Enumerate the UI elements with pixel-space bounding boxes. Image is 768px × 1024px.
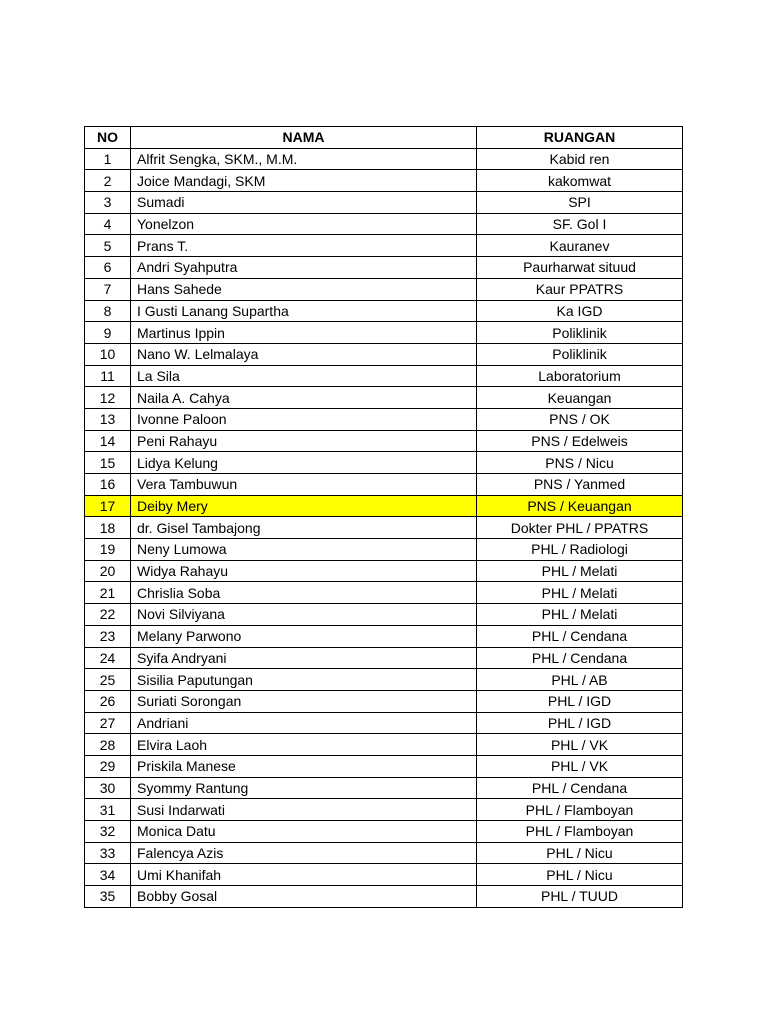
table-row (85, 213, 683, 235)
cell-nama: Melany Parwono (131, 625, 477, 647)
cell-no: 19 (85, 539, 131, 561)
table-row (85, 257, 683, 279)
cell-nama: Yonelzon (131, 213, 477, 235)
document-page (84, 126, 683, 908)
table-row (85, 343, 683, 365)
table-row (85, 886, 683, 908)
table-row (85, 560, 683, 582)
table-body (85, 148, 683, 907)
cell-nama: Susi Indarwati (131, 799, 477, 821)
table-row (85, 777, 683, 799)
cell-no: 17 (85, 495, 131, 517)
cell-no: 35 (85, 886, 131, 908)
table-row (85, 734, 683, 756)
table-row (85, 300, 683, 322)
cell-no: 31 (85, 799, 131, 821)
cell-nama: Sumadi (131, 192, 477, 214)
table-row (85, 278, 683, 300)
table-row (85, 625, 683, 647)
cell-no: 18 (85, 517, 131, 539)
cell-ruangan: PNS / Yanmed (477, 474, 683, 496)
table-row (85, 647, 683, 669)
cell-ruangan: PHL / TUUD (477, 886, 683, 908)
cell-nama: Chrislia Soba (131, 582, 477, 604)
cell-nama: La Sila (131, 365, 477, 387)
cell-no: 30 (85, 777, 131, 799)
cell-ruangan: PHL / Cendana (477, 625, 683, 647)
cell-ruangan: PNS / OK (477, 408, 683, 430)
cell-nama: Priskila Manese (131, 755, 477, 777)
cell-nama: Novi Silviyana (131, 604, 477, 626)
cell-no: 23 (85, 625, 131, 647)
cell-ruangan: Kauranev (477, 235, 683, 257)
table-row (85, 582, 683, 604)
cell-nama: Vera Tambuwun (131, 474, 477, 496)
cell-ruangan: Paurharwat situud (477, 257, 683, 279)
cell-nama: Monica Datu (131, 821, 477, 843)
cell-ruangan: PHL / Melati (477, 582, 683, 604)
cell-nama: Martinus Ippin (131, 322, 477, 344)
table-row (85, 192, 683, 214)
table-row (85, 821, 683, 843)
cell-nama: dr. Gisel Tambajong (131, 517, 477, 539)
table-row (85, 604, 683, 626)
cell-ruangan: PHL / Nicu (477, 864, 683, 886)
cell-nama: I Gusti Lanang Supartha (131, 300, 477, 322)
cell-no: 21 (85, 582, 131, 604)
cell-no: 26 (85, 690, 131, 712)
cell-ruangan: Dokter PHL / PPATRS (477, 517, 683, 539)
cell-nama: Alfrit Sengka, SKM., M.M. (131, 148, 477, 170)
cell-ruangan: Kaur PPATRS (477, 278, 683, 300)
table-row (85, 755, 683, 777)
table-row (85, 669, 683, 691)
cell-no: 12 (85, 387, 131, 409)
cell-nama: Widya Rahayu (131, 560, 477, 582)
cell-nama: Nano W. Lelmalaya (131, 343, 477, 365)
cell-no: 5 (85, 235, 131, 257)
cell-ruangan: Ka IGD (477, 300, 683, 322)
cell-ruangan: PNS / Nicu (477, 452, 683, 474)
cell-nama: Syifa Andryani (131, 647, 477, 669)
cell-no: 25 (85, 669, 131, 691)
table-row (85, 235, 683, 257)
cell-ruangan: PHL / VK (477, 734, 683, 756)
cell-ruangan: SF. Gol I (477, 213, 683, 235)
table-row (85, 365, 683, 387)
cell-ruangan: kakomwat (477, 170, 683, 192)
cell-no: 16 (85, 474, 131, 496)
cell-ruangan: PHL / Flamboyan (477, 821, 683, 843)
cell-no: 3 (85, 192, 131, 214)
cell-no: 7 (85, 278, 131, 300)
cell-nama: Syommy Rantung (131, 777, 477, 799)
table-row (85, 690, 683, 712)
cell-nama: Peni Rahayu (131, 430, 477, 452)
cell-no: 29 (85, 755, 131, 777)
cell-no: 6 (85, 257, 131, 279)
table-row (85, 517, 683, 539)
table-row (85, 539, 683, 561)
header-nama: NAMA (131, 127, 477, 149)
cell-ruangan: SPI (477, 192, 683, 214)
cell-no: 33 (85, 842, 131, 864)
cell-no: 28 (85, 734, 131, 756)
cell-nama: Umi Khanifah (131, 864, 477, 886)
cell-nama: Sisilia Paputungan (131, 669, 477, 691)
cell-no: 24 (85, 647, 131, 669)
cell-no: 9 (85, 322, 131, 344)
table-row (85, 322, 683, 344)
cell-ruangan: Kabid ren (477, 148, 683, 170)
cell-nama: Suriati Sorongan (131, 690, 477, 712)
cell-no: 8 (85, 300, 131, 322)
cell-nama: Prans T. (131, 235, 477, 257)
cell-no: 1 (85, 148, 131, 170)
cell-nama: Elvira Laoh (131, 734, 477, 756)
table-row (85, 387, 683, 409)
cell-no: 10 (85, 343, 131, 365)
header-ruangan: RUANGAN (477, 127, 683, 149)
cell-ruangan: PNS / Keuangan (477, 495, 683, 517)
cell-nama: Ivonne Paloon (131, 408, 477, 430)
cell-no: 20 (85, 560, 131, 582)
table-row (85, 799, 683, 821)
cell-nama: Lidya Kelung (131, 452, 477, 474)
cell-nama: Deiby Mery (131, 495, 477, 517)
cell-ruangan: Poliklinik (477, 343, 683, 365)
cell-ruangan: PHL / Radiologi (477, 539, 683, 561)
cell-no: 4 (85, 213, 131, 235)
cell-no: 34 (85, 864, 131, 886)
cell-ruangan: PHL / Melati (477, 604, 683, 626)
staff-table (84, 126, 683, 908)
cell-ruangan: PHL / Flamboyan (477, 799, 683, 821)
cell-nama: Bobby Gosal (131, 886, 477, 908)
cell-nama: Andriani (131, 712, 477, 734)
cell-no: 32 (85, 821, 131, 843)
header-no: NO (85, 127, 131, 149)
cell-ruangan: PHL / Nicu (477, 842, 683, 864)
cell-nama: Andri Syahputra (131, 257, 477, 279)
cell-nama: Neny Lumowa (131, 539, 477, 561)
cell-ruangan: PHL / AB (477, 669, 683, 691)
table-row (85, 495, 683, 517)
table-row (85, 170, 683, 192)
cell-no: 27 (85, 712, 131, 734)
cell-no: 11 (85, 365, 131, 387)
table-row (85, 842, 683, 864)
cell-ruangan: PHL / Cendana (477, 777, 683, 799)
cell-ruangan: PHL / Melati (477, 560, 683, 582)
table-row (85, 148, 683, 170)
cell-ruangan: PHL / Cendana (477, 647, 683, 669)
table-row (85, 452, 683, 474)
cell-nama: Hans Sahede (131, 278, 477, 300)
cell-ruangan: Laboratorium (477, 365, 683, 387)
cell-ruangan: PHL / VK (477, 755, 683, 777)
cell-nama: Naila A. Cahya (131, 387, 477, 409)
table-row (85, 864, 683, 886)
table-header-row (85, 127, 683, 149)
cell-no: 13 (85, 408, 131, 430)
cell-nama: Joice Mandagi, SKM (131, 170, 477, 192)
cell-no: 22 (85, 604, 131, 626)
cell-no: 2 (85, 170, 131, 192)
cell-no: 15 (85, 452, 131, 474)
table-row (85, 430, 683, 452)
cell-ruangan: Keuangan (477, 387, 683, 409)
cell-no: 14 (85, 430, 131, 452)
table-row (85, 408, 683, 430)
cell-ruangan: PHL / IGD (477, 712, 683, 734)
table-row (85, 712, 683, 734)
cell-ruangan: Poliklinik (477, 322, 683, 344)
table-row (85, 474, 683, 496)
cell-nama: Falencya Azis (131, 842, 477, 864)
cell-ruangan: PNS / Edelweis (477, 430, 683, 452)
cell-ruangan: PHL / IGD (477, 690, 683, 712)
